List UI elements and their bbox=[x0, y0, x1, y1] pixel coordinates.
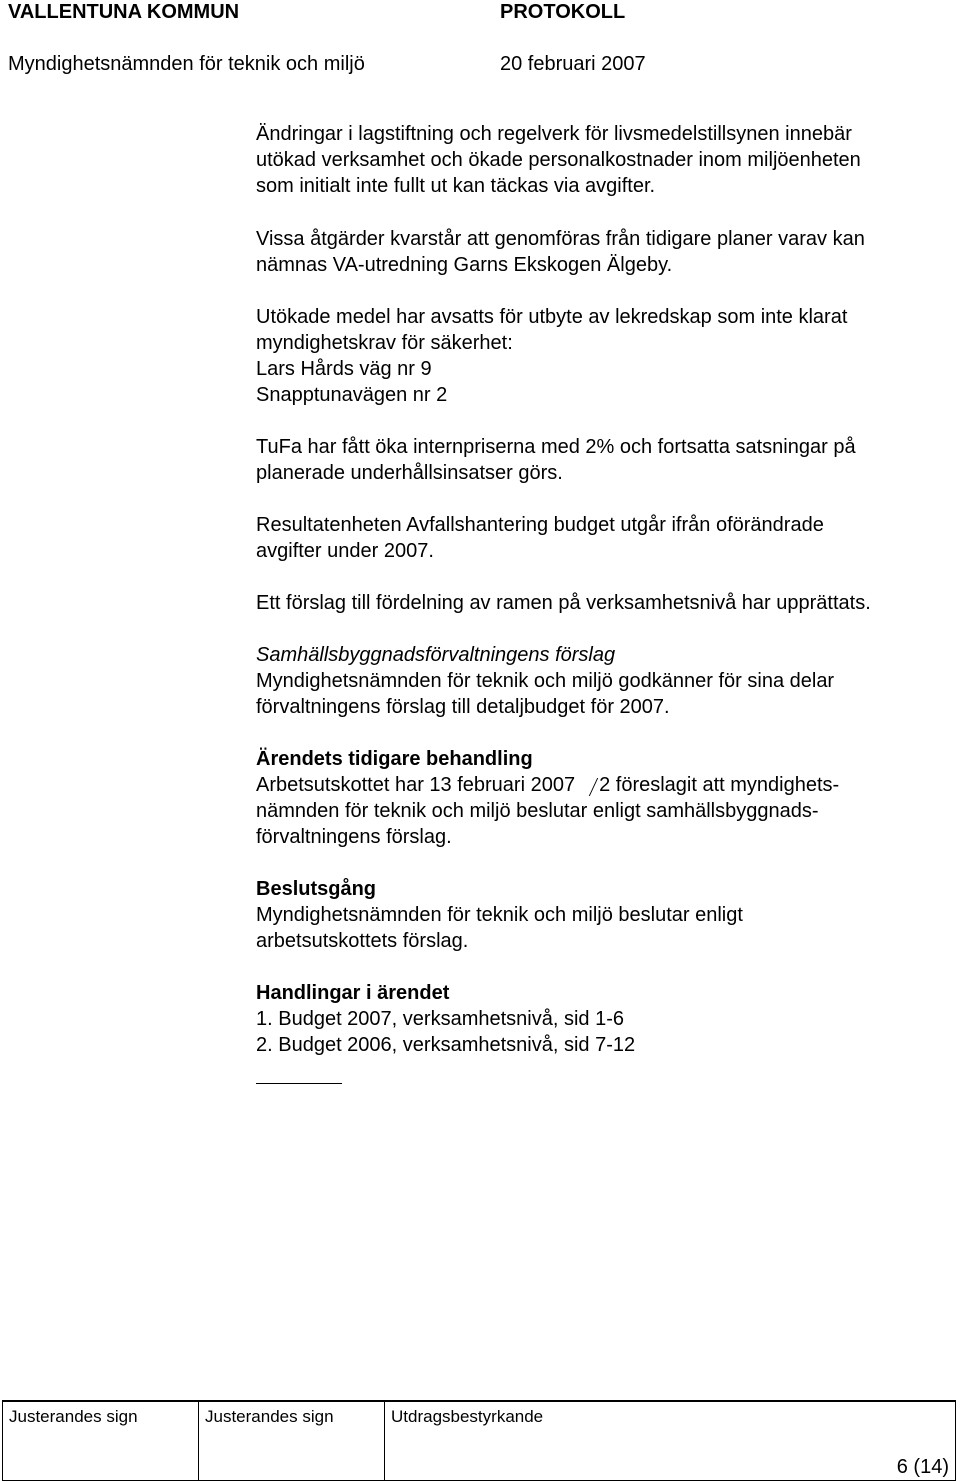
paragraph-proposal-note bbox=[256, 590, 871, 616]
page-number: 6 (14) bbox=[896, 1456, 949, 1478]
documents-heading: Handlingar i ärendet bbox=[256, 982, 450, 1004]
text-line: Ett förslag till fördelning av ramen på verksamhetsnivå har upprättats. bbox=[256, 592, 871, 614]
document-type: PROTOKOLL bbox=[500, 1, 626, 23]
paragraph-tufa bbox=[256, 434, 856, 486]
decision-heading: Beslutsgång bbox=[256, 878, 377, 900]
extract-box bbox=[384, 1402, 956, 1480]
signature-label: Justerandes sign bbox=[9, 1407, 138, 1426]
proposal-heading: Samhällsbyggnadsförvaltningens förslag bbox=[256, 644, 616, 666]
text-line: Lars Hårds väg nr 9 bbox=[256, 358, 432, 380]
text-line: TuFa har fått öka internpriserna med 2% och fortsatta satsningar på bbox=[256, 436, 856, 458]
text-line: nämnas VA-utredning Garns Ekskogen Älgeby. bbox=[256, 254, 673, 276]
text-line: Ändringar i lagstiftning och regelverk för livsmedelstillsynen innebär bbox=[256, 123, 852, 145]
history-text-b: 2 föreslagit att myndighets- bbox=[599, 774, 840, 796]
text-line: planerade underhållsinsatser görs. bbox=[256, 462, 563, 484]
text-line: Vissa åtgärder kvarstår att genomföras från tidigare planer varav kan bbox=[256, 228, 865, 250]
text-line: Myndighetsnämnden för teknik och miljö beslutar enligt bbox=[256, 904, 743, 926]
history-text-a: Arbetsutskottet har 13 februari 2007 bbox=[256, 774, 576, 796]
extract-label: Utdragsbestyrkande bbox=[391, 1407, 544, 1426]
signature-box-1 bbox=[2, 1402, 198, 1480]
signature-label: Justerandes sign bbox=[205, 1407, 334, 1426]
text-line: arbetsutskottets förslag. bbox=[256, 930, 469, 952]
text-line: Snapptunavägen nr 2 bbox=[256, 384, 448, 406]
municipality-name: VALLENTUNA KOMMUN bbox=[8, 1, 240, 23]
paragraph-sign-icon bbox=[581, 772, 593, 798]
board-name: Myndighetsnämnden för teknik och miljö bbox=[8, 53, 365, 75]
text-line: Utökade medel har avsatts för utbyte av lekredskap som inte klarat bbox=[256, 306, 848, 328]
text-line: som initialt inte fullt ut kan täckas via avgifter. bbox=[256, 175, 656, 197]
paragraph-playground bbox=[256, 304, 847, 408]
text-line: Myndighetsnämnden för teknik och miljö godkänner för sina delar bbox=[256, 670, 835, 692]
paragraph-waste bbox=[256, 512, 824, 564]
signature-footer bbox=[2, 1400, 956, 1481]
paragraph-legislation bbox=[256, 121, 861, 199]
documents-section bbox=[256, 980, 635, 1058]
meeting-date: 20 februari 2007 bbox=[500, 53, 646, 75]
text-line bbox=[256, 772, 839, 798]
decision-section bbox=[256, 876, 743, 954]
text-line: utökad verksamhet och ökade personalkostnader inom miljöenheten bbox=[256, 149, 861, 171]
history-section bbox=[256, 746, 839, 850]
text-line: Resultatenheten Avfallshantering budget utgår ifrån oförändrade bbox=[256, 514, 824, 536]
signature-box-2 bbox=[198, 1402, 384, 1480]
paragraph-remaining-measures bbox=[256, 226, 865, 278]
text-line: förvaltningens förslag till detaljbudget för 2007. bbox=[256, 696, 670, 718]
text-line: förvaltningens förslag. bbox=[256, 826, 452, 848]
end-rule bbox=[256, 1083, 342, 1084]
history-heading: Ärendets tidigare behandling bbox=[256, 748, 533, 770]
list-item: 1. Budget 2007, verksamhetsnivå, sid 1-6 bbox=[256, 1008, 624, 1030]
text-line: avgifter under 2007. bbox=[256, 540, 434, 562]
text-line: nämnden för teknik och miljö beslutar enligt samhällsbyggnads- bbox=[256, 800, 819, 822]
text-line: myndighetskrav för säkerhet: bbox=[256, 332, 513, 354]
list-item: 2. Budget 2006, verksamhetsnivå, sid 7-12 bbox=[256, 1034, 636, 1056]
proposal-section bbox=[256, 642, 834, 720]
document-body bbox=[256, 0, 956, 1100]
